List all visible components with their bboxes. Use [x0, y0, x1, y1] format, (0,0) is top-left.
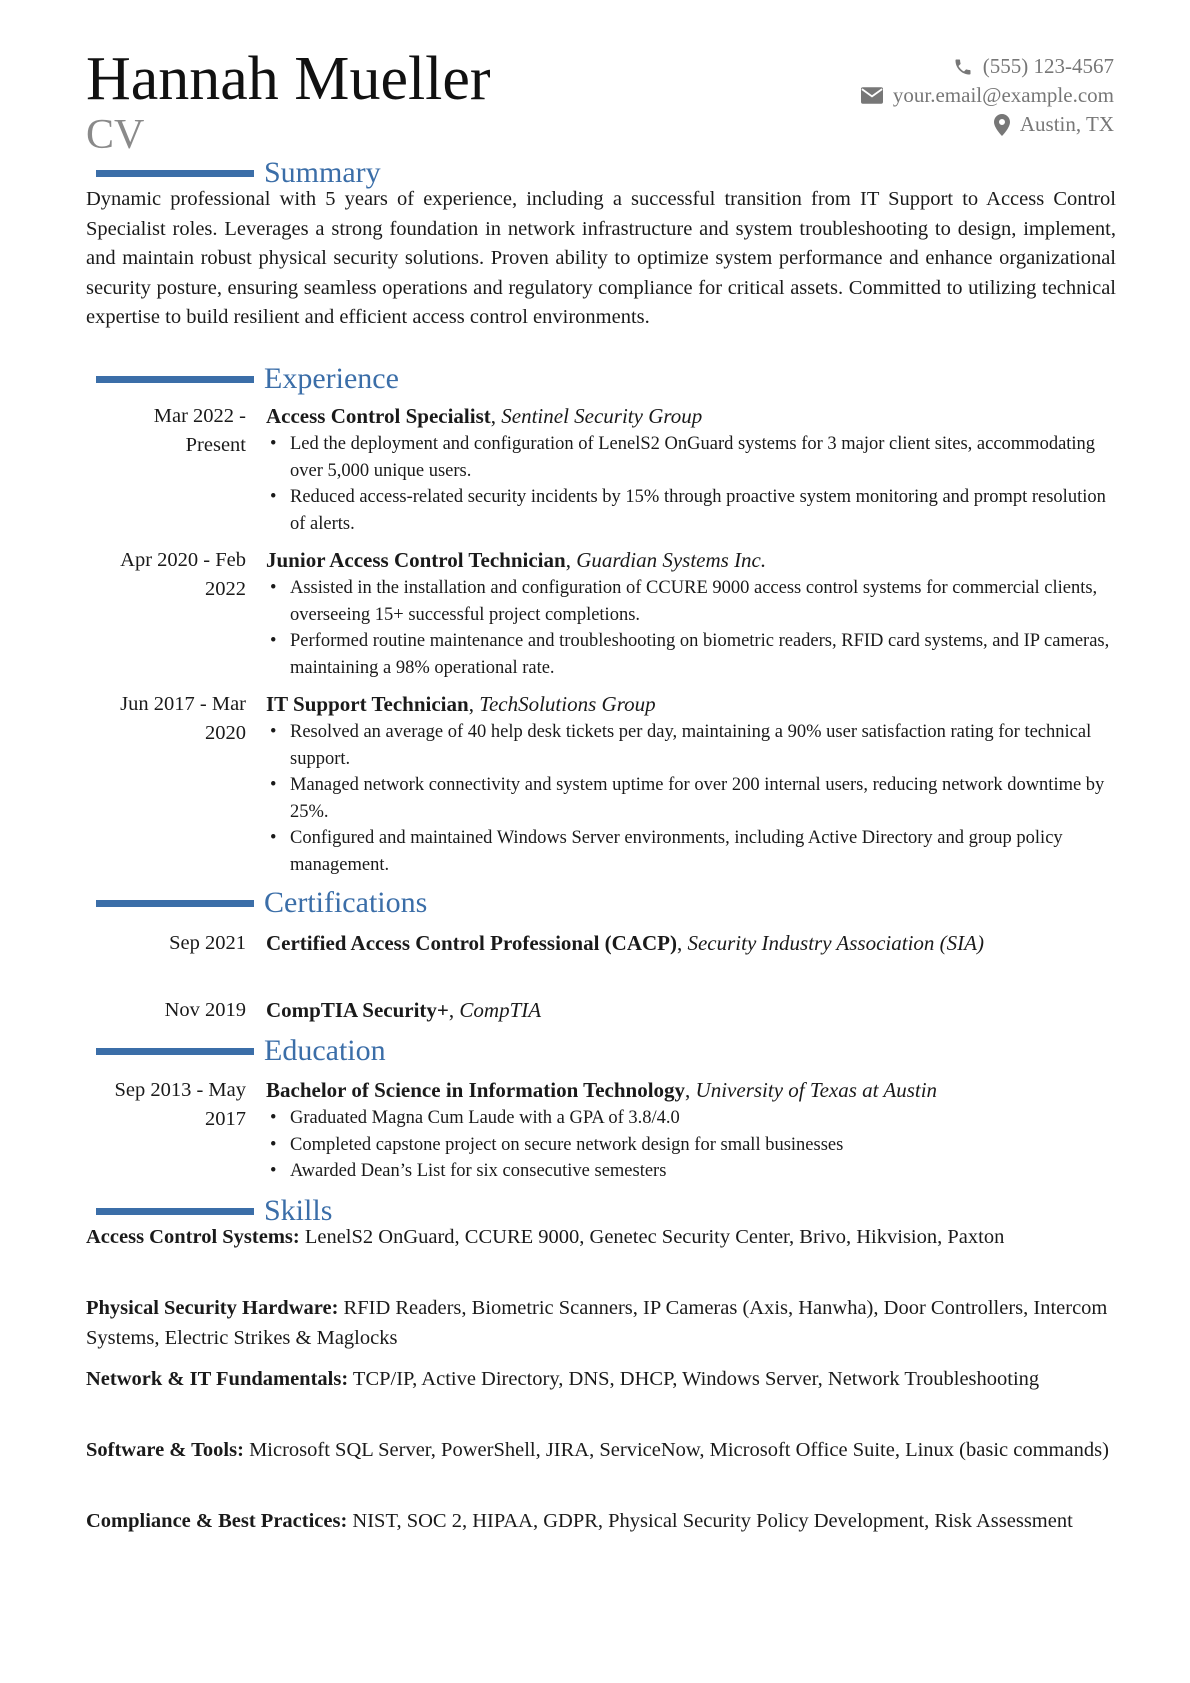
skill-value: Microsoft SQL Server, PowerShell, JIRA, ServiceNow, Microsoft Office Suite, Linux (basic commands) — [249, 1439, 1109, 1461]
section-title: Education — [264, 1034, 386, 1067]
entry-title: Junior Access Control Technician — [266, 548, 566, 572]
skill-label: Software & Tools: — [86, 1439, 244, 1461]
list-item: • Led the deployment and configuration of LenelS2 OnGuard systems for 3 major client sites, accommodating over 5,000 unique users. — [266, 431, 1116, 484]
skill-row — [86, 1223, 1116, 1253]
skill-row — [86, 1507, 1116, 1537]
entry-org: Guardian Systems Inc. — [576, 548, 767, 572]
date-line: Jun 2017 - Mar — [120, 693, 246, 715]
section-bar — [96, 1208, 254, 1215]
entry-date — [86, 402, 246, 460]
date-line: Apr 2020 - Feb — [120, 549, 246, 571]
entry-body — [266, 929, 1116, 958]
entry-title: Certified Access Control Professional (CACP) — [266, 931, 677, 955]
bullet-list — [266, 1105, 1116, 1185]
list-item: • Assisted in the installation and configuration of CCURE 9000 access control systems for commercial clients, overseeing 15+ successful project completions. — [266, 575, 1116, 628]
list-item: • Graduated Magna Cum Laude with a GPA of 3.8/4.0 — [266, 1105, 1116, 1132]
skill-row — [86, 1365, 1116, 1395]
skill-value: NIST, SOC 2, HIPAA, GDPR, Physical Security Policy Development, Risk Assessment — [352, 1510, 1073, 1532]
entry-heading: Junior Access Control Technician, Guardian Systems Inc. — [266, 548, 767, 572]
map-pin-icon — [994, 114, 1010, 136]
entry-org: TechSolutions Group — [479, 692, 656, 716]
phone-icon — [953, 57, 973, 77]
bullet-list — [266, 575, 1116, 681]
date-line: Mar 2022 - — [153, 405, 246, 427]
entry-title: CompTIA Security+ — [266, 998, 449, 1022]
contact-phone — [861, 52, 1114, 81]
entry-date — [86, 1076, 246, 1134]
entry-title: Access Control Specialist — [266, 404, 491, 428]
section-bar — [96, 376, 254, 383]
section-experience — [96, 362, 399, 396]
entry-body — [266, 546, 1116, 681]
skill-row — [86, 1436, 1116, 1466]
list-item: • Reduced access-related security incidents by 15% through proactive system monitoring and prompt resolution of alerts. — [266, 484, 1116, 537]
date-line: Present — [185, 434, 246, 456]
skill-label: Network & IT Fundamentals: — [86, 1368, 349, 1390]
list-item: • Resolved an average of 40 help desk tickets per day, maintaining a 90% user satisfaction rating for technical support. — [266, 719, 1116, 772]
bullet-list — [266, 719, 1116, 878]
email-address[interactable]: your.email@example.com — [892, 83, 1114, 107]
entry-org: CompTIA — [459, 998, 542, 1022]
entry-org: Security Industry Association (SIA) — [687, 931, 984, 955]
list-item: • Configured and maintained Windows Server environments, including Active Directory and group policy management. — [266, 825, 1116, 878]
entry-date: Nov 2019 — [164, 999, 246, 1021]
date-line: 2022 — [205, 578, 246, 600]
entry-heading: Certified Access Control Professional (CACP), Security Industry Association (SIA) — [266, 931, 984, 955]
skill-label: Access Control Systems: — [86, 1226, 300, 1248]
section-bar — [96, 900, 254, 907]
entry-body — [266, 690, 1116, 878]
contact-block — [861, 52, 1114, 139]
date-line: 2017 — [205, 1108, 246, 1130]
section-title: Skills — [264, 1194, 333, 1227]
document-label: CV — [86, 112, 145, 158]
bullet-list — [266, 431, 1116, 537]
contact-email — [861, 81, 1114, 110]
entry-heading: Bachelor of Science in Information Technology, University of Texas at Austin — [266, 1078, 938, 1102]
phone-number[interactable]: (555) 123-4567 — [982, 54, 1114, 78]
list-item: • Awarded Dean’s List for six consecutive semesters — [266, 1158, 1116, 1185]
contact-location — [861, 110, 1114, 139]
skill-value: RFID Readers, Biometric Scanners, IP Cameras (Axis, Hanwha), Door Controllers, Intercom Systems, Electric Strikes & Maglocks — [86, 1297, 1108, 1349]
entry-org: Sentinel Security Group — [501, 404, 703, 428]
section-education — [96, 1034, 386, 1068]
location-text: Austin, TX — [1019, 112, 1114, 136]
list-item: • Managed network connectivity and system uptime for over 200 internal users, reducing network downtime by 25%. — [266, 772, 1116, 825]
section-title: Certifications — [264, 886, 428, 919]
date-line: 2020 — [205, 722, 246, 744]
envelope-icon — [861, 87, 883, 104]
candidate-name: Hannah Mueller — [86, 45, 491, 113]
entry-heading: CompTIA Security+, CompTIA — [266, 998, 542, 1022]
list-item: • Completed capstone project on secure network design for small businesses — [266, 1132, 1116, 1159]
skill-label: Compliance & Best Practices: — [86, 1510, 348, 1532]
entry-date: Sep 2021 — [169, 932, 246, 954]
section-title: Summary — [264, 156, 381, 189]
entry-org: University of Texas at Austin — [695, 1078, 938, 1102]
entry-body — [266, 1076, 1116, 1185]
entry-date — [86, 690, 246, 748]
skill-value: LenelS2 OnGuard, CCURE 9000, Genetec Security Center, Brivo, Hikvision, Paxton — [304, 1226, 1005, 1248]
section-certifications — [96, 886, 427, 920]
entry-title: Bachelor of Science in Information Technology — [266, 1078, 686, 1102]
list-item: • Performed routine maintenance and troubleshooting on biometric readers, RFID card systems, and IP cameras, maintaining a 98% operational rate. — [266, 628, 1116, 681]
entry-heading: IT Support Technician, TechSolutions Group — [266, 692, 656, 716]
entry-date — [86, 546, 246, 604]
skill-label: Physical Security Hardware: — [86, 1297, 339, 1319]
section-bar — [96, 1048, 254, 1055]
entry-body — [266, 402, 1116, 537]
skill-row — [86, 1294, 1116, 1353]
section-title: Experience — [264, 362, 399, 395]
section-bar — [96, 170, 254, 177]
date-line: Sep 2013 - May — [114, 1079, 246, 1101]
entry-heading: Access Control Specialist, Sentinel Security Group — [266, 404, 703, 428]
entry-title: IT Support Technician — [266, 692, 469, 716]
entry-body — [266, 996, 1116, 1025]
summary-text: Dynamic professional with 5 years of experience, including a successful transition from IT Support to Access Control Specialist roles. Leverages a strong foundation in network infrastructure and system troubleshooting to design, implement, and maintain robust physical security solutions. Proven ability to optimize system performance and enhance organizational security posture, ensuring seamless operations and regulatory compliance for critical assets. Committed to utilizing technical expertise to build resilient and efficient access control environments. — [86, 188, 1116, 328]
skill-value: TCP/IP, Active Directory, DNS, DHCP, Windows Server, Network Troubleshooting — [352, 1368, 1040, 1390]
